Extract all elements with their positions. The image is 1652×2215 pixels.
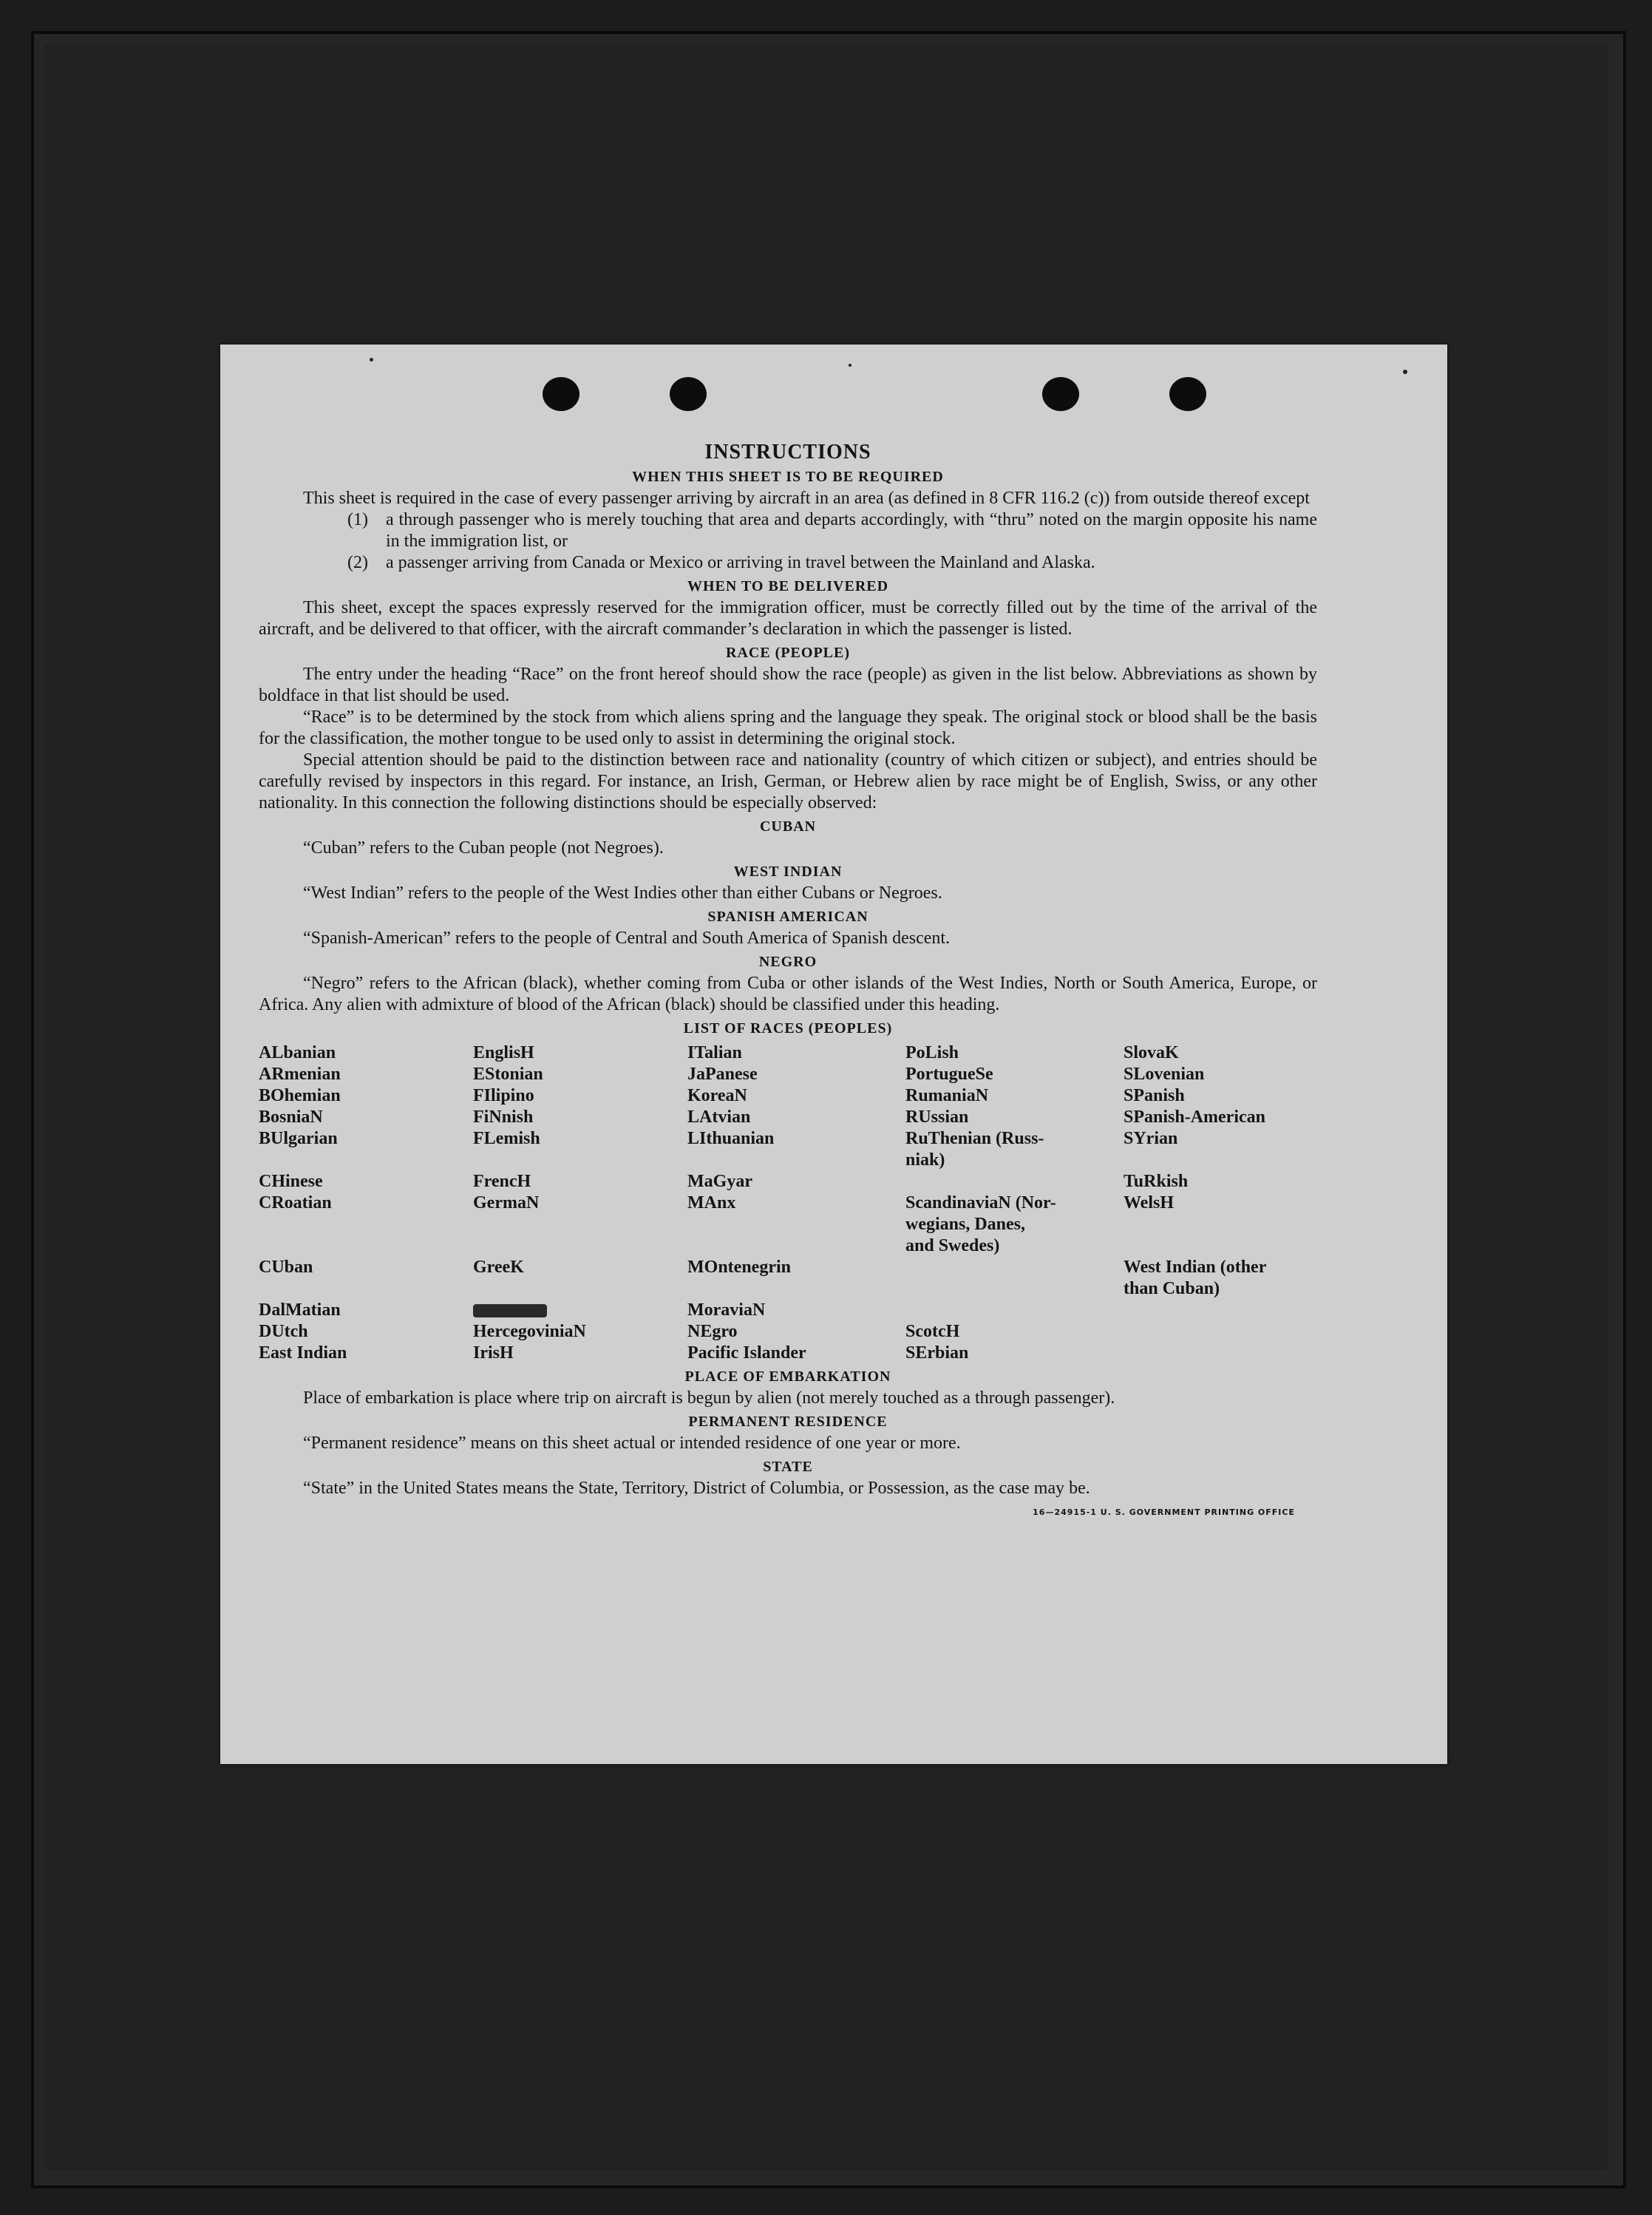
race-entry xyxy=(905,1171,1124,1193)
race-entry: LAtvian xyxy=(687,1108,751,1127)
exception-text: a through passenger who is merely touching that area and departs accordingly, with “thru” noted on the margin opposite his name in the immigration list, or xyxy=(386,510,1317,551)
race-paragraph-3: Special attention should be paid to the distinction between race and nationality (country of which citizen or subject), and entries should be carefully revised by inspectors in this regard. For instance, an Irish, German, or Hebrew alien by race might be of English, Swiss, or any other nationality. In this connection the following distinctions should be especially observed: xyxy=(259,750,1317,813)
race-entry: SPanish-American xyxy=(1124,1108,1265,1127)
section-heading-embarkation: PLACE OF EMBARKATION xyxy=(684,1368,891,1385)
punch-hole xyxy=(543,377,579,411)
race-entry: NEgro xyxy=(687,1322,738,1341)
document-title: INSTRUCTIONS xyxy=(704,441,871,464)
section-heading-negro: NEGRO xyxy=(758,954,817,970)
section-heading-residence: PERMANENT RESIDENCE xyxy=(688,1414,888,1430)
section-heading-race: RACE (PEOPLE) xyxy=(726,645,850,661)
race-entry: SLovenian xyxy=(1124,1065,1205,1084)
race-entry xyxy=(1124,1300,1317,1321)
race-entry: Pacific Islander xyxy=(687,1343,806,1363)
race-entry: BOhemian xyxy=(259,1086,341,1105)
race-entry xyxy=(1124,1321,1317,1343)
speck xyxy=(1403,370,1407,374)
race-entry: FrencH xyxy=(473,1172,531,1191)
west-indian-text: “West Indian” refers to the people of the West Indies other than either Cubans or Negroes. xyxy=(303,883,942,903)
race-entry: ALbanian xyxy=(259,1043,336,1062)
race-entry: East Indian xyxy=(259,1343,347,1363)
embarkation-text: Place of embarkation is place where trip on aircraft is begun by alien (not merely touched as a through passenger). xyxy=(303,1388,1115,1408)
negro-text: “Negro” refers to the African (black), whether coming from Cuba or other islands of the West Indies, North or South America, Europe, or Africa. Any alien with admixture of blood of the African (black) should be classified under this heading. xyxy=(259,974,1317,1014)
race-entry: CUban xyxy=(259,1258,313,1277)
race-entry: DalMatian xyxy=(259,1300,341,1320)
race-paragraph-1: The entry under the heading “Race” on the front hereof should show the race (people) as given in the list below. Abbreviations as shown by boldface in that list should be used. xyxy=(259,665,1317,705)
state-text: “State” in the United States means the State, Territory, District of Columbia, or Possession, as the case may be. xyxy=(303,1479,1090,1498)
punch-hole xyxy=(1042,377,1079,411)
race-entry: BUlgarian xyxy=(259,1129,338,1148)
race-entry: CRoatian xyxy=(259,1193,332,1212)
race-entry: EnglisH xyxy=(473,1043,534,1062)
race-entry: FIlipino xyxy=(473,1086,534,1105)
race-entry: GreeK xyxy=(473,1258,524,1277)
race-entry: BosniaN xyxy=(259,1108,323,1127)
delivered-text: This sheet, except the spaces expressly reserved for the immigration officer, must be correctly filled out by the time of the arrival of the aircraft, and be delivered to that officer, with the aircraft commander’s declaration in which the passenger is listed. xyxy=(259,598,1317,639)
race-paragraph-2: “Race” is to be determined by the stock from which aliens spring and the language they speak. The original stock or blood shall be the basis for the classification, the mother tongue to be used only to assist in determining the original stock. xyxy=(259,708,1317,748)
section-heading-west-indian: WEST INDIAN xyxy=(733,864,843,880)
race-entry: MAnx xyxy=(687,1193,736,1212)
punch-hole xyxy=(1169,377,1206,411)
race-entry: PortugueSe xyxy=(905,1065,993,1084)
race-entry: ARmenian xyxy=(259,1065,341,1084)
race-entry: TuRkish xyxy=(1124,1172,1189,1191)
print-note-row xyxy=(259,1499,1317,1523)
race-entry: FiNnish xyxy=(473,1108,534,1127)
cuban-text: “Cuban” refers to the Cuban people (not Negroes). xyxy=(303,838,664,858)
race-entry: MaGyar xyxy=(687,1172,752,1191)
redacted-race-entry xyxy=(473,1304,547,1317)
race-entry: ScandinaviaN (Nor- wegians, Danes, and Swedes) xyxy=(905,1193,1056,1255)
section-heading-state: STATE xyxy=(763,1459,813,1475)
exception-number: (1) xyxy=(347,510,368,529)
race-entry: DUtch xyxy=(259,1322,308,1341)
race-entry: FLemish xyxy=(473,1129,540,1148)
race-entry: PoLish xyxy=(905,1043,959,1062)
race-entry xyxy=(905,1257,1124,1300)
section-heading-cuban: CUBAN xyxy=(759,818,817,835)
race-entry: HercegoviniaN xyxy=(473,1322,586,1341)
race-entry: JaPanese xyxy=(687,1065,758,1084)
speck xyxy=(370,358,373,362)
races-list xyxy=(259,1042,1317,1364)
section-heading-required: WHEN THIS SHEET IS TO BE REQUIRED xyxy=(632,469,944,485)
race-entry: ScotcH xyxy=(905,1322,960,1341)
section-heading-delivered: WHEN TO BE DELIVERED xyxy=(687,578,889,594)
exception-text: a passenger arriving from Canada or Mexico or arriving in travel between the Mainland and Alaska. xyxy=(386,553,1095,572)
section-heading-spanish-american: SPANISH AMERICAN xyxy=(707,909,869,925)
race-entry: EStonian xyxy=(473,1065,543,1084)
exception-item xyxy=(347,552,1317,574)
race-entry: West Indian (other than Cuban) xyxy=(1124,1258,1267,1298)
document-sheet xyxy=(220,345,1447,1764)
race-entry: IrisH xyxy=(473,1343,514,1363)
spanish-american-text: “Spanish-American” refers to the people of Central and South America of Spanish descent. xyxy=(303,929,951,948)
section-heading-races-list: LIST OF RACES (PEOPLES) xyxy=(683,1020,893,1037)
race-entry: SErbian xyxy=(905,1343,969,1363)
speck xyxy=(849,364,852,367)
instructions-body xyxy=(259,441,1317,1523)
race-entry: RumaniaN xyxy=(905,1086,989,1105)
race-entry: WelsH xyxy=(1124,1193,1175,1212)
exception-number: (2) xyxy=(347,553,368,572)
race-entry: GermaN xyxy=(473,1193,540,1212)
race-entry: RUssian xyxy=(905,1108,969,1127)
race-entry xyxy=(1124,1343,1317,1364)
race-entry: SPanish xyxy=(1124,1086,1185,1105)
race-entry: MOntenegrin xyxy=(687,1258,791,1277)
punch-hole xyxy=(670,377,707,411)
race-entry: KoreaN xyxy=(687,1086,747,1105)
race-entry xyxy=(905,1300,1124,1321)
print-note: 16—24915-1 U. S. GOVERNMENT PRINTING OFFICE xyxy=(1033,1507,1295,1517)
required-intro: This sheet is required in the case of every passenger arriving by aircraft in an area (as defined in 8 CFR 116.2 (c)) from outside thereof except xyxy=(303,489,1310,508)
race-entry: RuThenian (Russ- niak) xyxy=(905,1129,1044,1170)
race-entry: LIthuanian xyxy=(687,1129,775,1148)
exception-item xyxy=(347,509,1317,552)
race-entry: MoraviaN xyxy=(687,1300,766,1320)
race-entry: ITalian xyxy=(687,1043,742,1062)
state-section xyxy=(259,1478,1317,1499)
residence-text: “Permanent residence” means on this sheet actual or intended residence of one year or more. xyxy=(303,1434,961,1453)
race-entry: CHinese xyxy=(259,1172,323,1191)
race-entry: SlovaK xyxy=(1124,1043,1179,1062)
race-entry: SYrian xyxy=(1124,1129,1178,1148)
